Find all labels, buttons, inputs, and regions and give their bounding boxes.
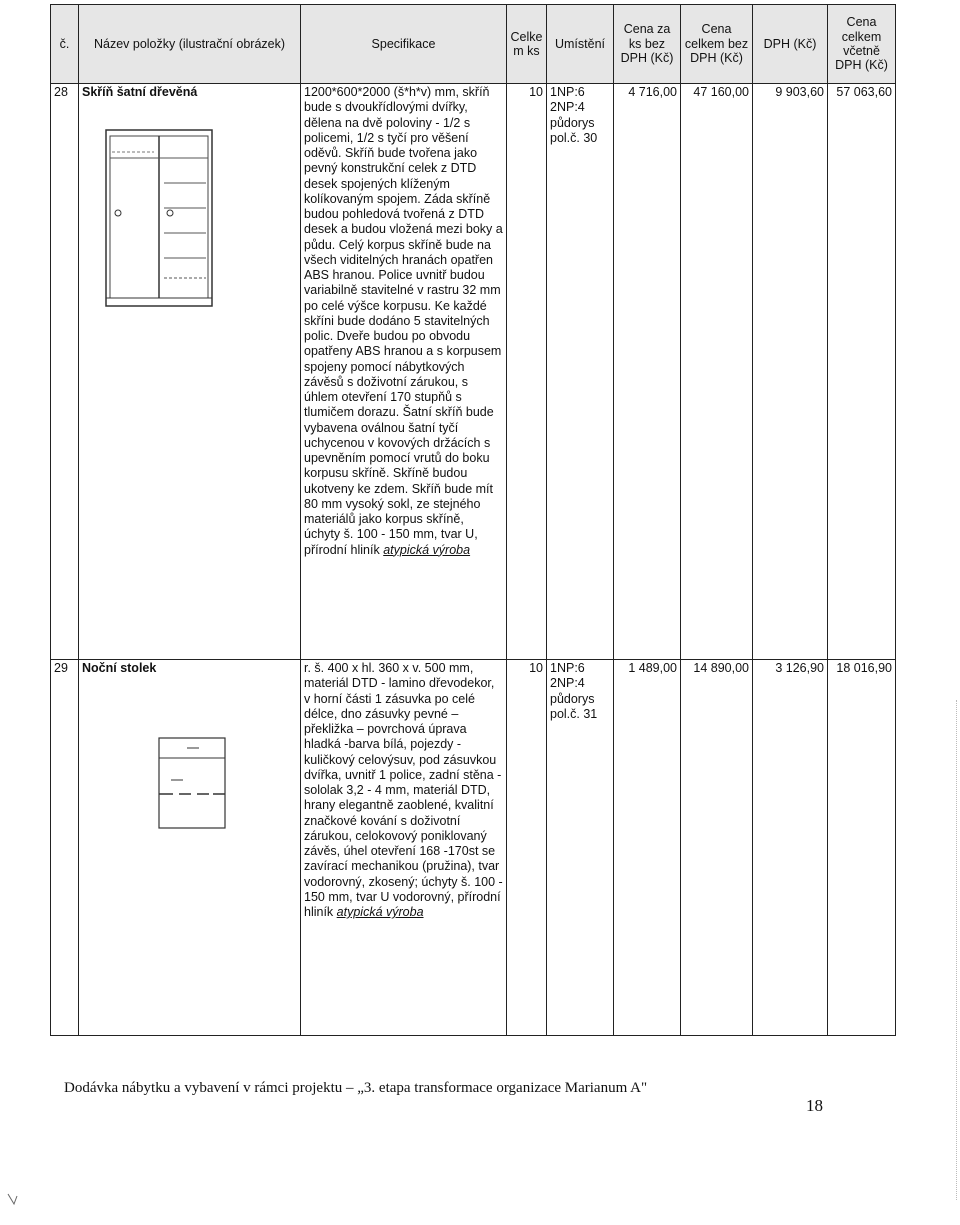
total-with-vat-cell: 18 016,90: [828, 660, 896, 1036]
header-total-with-vat: Cena celkem včetně DPH (Kč): [828, 5, 896, 84]
location-line: 1NP:6: [550, 85, 585, 99]
page-number: 18: [806, 1096, 823, 1115]
item-name-cell: [79, 660, 301, 1036]
location-line: 1NP:6: [550, 661, 585, 675]
spec-text: 1200*600*2000 (š*h*v) mm, skříň bude s dvoukřídlovými dvířky, dělena na dvě poloviny - 1/2 s policemi, 1/2 s tyčí pro věšení oděvů. Skříň bude tvořena jako pevný konstrukční celek z DTD desek spojených klíženým kolíkovaným spojem. Záda skříně budou pohledová tvořená z DTD desek a budou vložená mezi boky a půdu. Celý korpus skříně bude na všech viditelných hranách opatřen ABS hranou. Police uvnitř budou variabilně stavitelné v rastru 32 mm po celé výšce korpusu. Ke každé skříni bude dodáno 5 stavitelných polic. Dveře budou po obvodu opatřeny ABS hranou a s korpusem spojeny pomocí nábytkových závěsů s doživotní zárukou, s úhlem otevření 170 stupňů s tlumičem dorazu. Šatní skříň bude vybavena oválnou šatní tyčí uchycenou v kovových držácích s upevněním pomocí vrutů do boku korpusu skříně. Skříně budou ukotveny ke zdem. Skříň bude mít 80 mm vysoký sokl, ze stejného materiálů jako korpus skříně, úchyty š. 100 - 150 mm, tvar U, přírodní hliník: [304, 85, 503, 557]
scan-mark-icon: [6, 1192, 20, 1206]
table-row: [51, 84, 896, 660]
wardrobe-illustration: [104, 128, 214, 308]
table-header-row: [51, 5, 896, 84]
spec-note: atypická výroba: [336, 905, 424, 919]
table-row: [51, 660, 896, 1036]
header-location: Umístění: [547, 5, 614, 84]
location-line: pol.č. 30: [550, 130, 598, 145]
header-unit-price: Cena za ks bez DPH (Kč): [614, 5, 681, 84]
location-cell: [547, 660, 614, 1036]
vat-cell: 3 126,90: [753, 660, 828, 1036]
location-line: 2NP:4: [550, 100, 585, 115]
scan-edge: [956, 700, 958, 1200]
unit-price-cell: 1 489,00: [614, 660, 681, 1036]
spec-text: r. š. 400 x hl. 360 x v. 500 mm, materiál DTD - lamino dřevodekor, v horní části 1 zásuvka po celé délce, dno zásuvky pevné – překližka – povrchová úprava hladká -barva bílá, pojezdy - kuličkový celovýsuv, pod zásuvkou dvířka, uvnitř 1 police, zadní stěna - sololak 3,2 - 4 mm, materiál DTD, hrany elegantně zaoblené, kvalitní značkové kování s doživotní zárukou, celokovový poniklovaný závěs, úhel otevření 168 -170st se zavírací mechanikou (pružina), tvar vodorovný, zkosený; úchyty š. 100 - 150 mm, tvar U vodorovný, přírodní hliník: [304, 661, 503, 919]
spec-cell: [301, 660, 507, 1036]
header-vat: DPH (Kč): [753, 5, 828, 84]
header-qty: Celke m ks: [507, 5, 547, 84]
qty-cell: 10: [507, 660, 547, 1036]
nightstand-illustration: [157, 736, 227, 831]
total-with-vat-cell: 57 063,60: [828, 84, 896, 660]
vat-cell: 9 903,60: [753, 84, 828, 660]
unit-price-cell: 4 716,00: [614, 84, 681, 660]
location-line: pol.č. 31: [550, 706, 598, 721]
spec-cell: [301, 84, 507, 660]
row-no: 28: [51, 84, 79, 660]
footer-text: Dodávka nábytku a vybavení v rámci projektu – „3. etapa transformace organizace Marianum A": [64, 1080, 648, 1096]
item-name-cell: [79, 84, 301, 660]
item-name: Noční stolek: [82, 661, 157, 675]
spec-note: atypická výroba: [383, 542, 471, 557]
location-cell: [547, 84, 614, 660]
location-line: půdorys: [550, 115, 595, 130]
total-no-vat-cell: 47 160,00: [681, 84, 753, 660]
total-no-vat-cell: 14 890,00: [681, 660, 753, 1036]
header-name: Název položky (ilustrační obrázek): [79, 5, 301, 84]
qty-cell: 10: [507, 84, 547, 660]
location-line: půdorys: [550, 691, 595, 706]
item-name: Skříň šatní dřevěná: [82, 85, 198, 99]
price-table: [50, 4, 896, 1036]
row-no: 29: [51, 660, 79, 1036]
header-spec: Specifikace: [301, 5, 507, 84]
location-line: 2NP:4: [550, 676, 585, 691]
header-total-no-vat: Cena celkem bez DPH (Kč): [681, 5, 753, 84]
header-no: č.: [51, 5, 79, 84]
